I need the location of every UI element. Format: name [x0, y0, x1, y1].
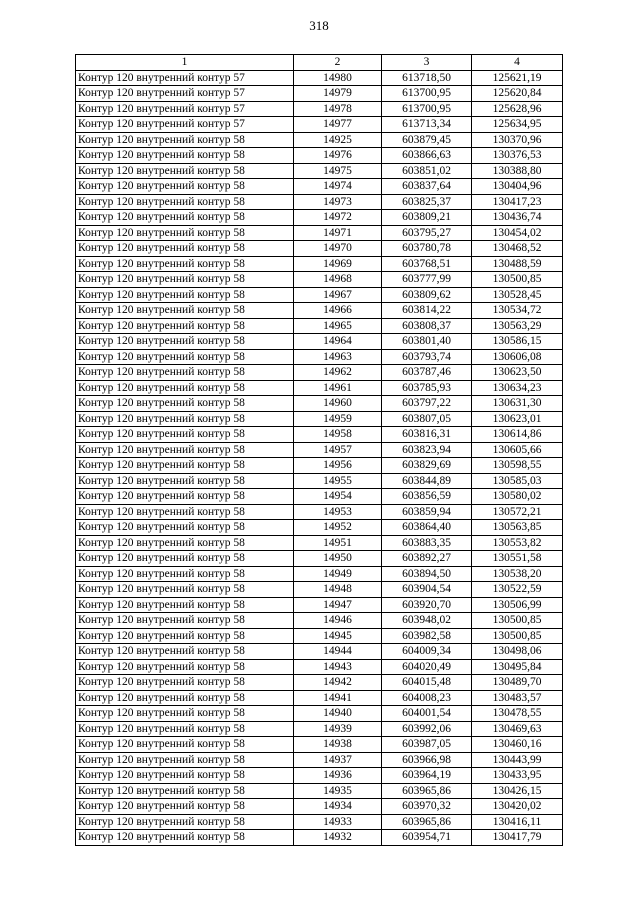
table-row [76, 551, 563, 567]
table-row [76, 830, 563, 846]
x-coordinate-cell: 603856,59 [382, 489, 472, 505]
y-coordinate-cell: 130426,15 [472, 783, 563, 799]
y-coordinate-cell: 130598,55 [472, 458, 563, 474]
contour-name-cell: Контур 120 внутренний контур 58 [76, 535, 294, 551]
point-number-cell: 14968 [294, 272, 382, 288]
x-coordinate-cell: 603954,71 [382, 830, 472, 846]
y-coordinate-cell: 130580,02 [472, 489, 563, 505]
table-row [76, 737, 563, 753]
table-row [76, 489, 563, 505]
point-number-cell: 14971 [294, 225, 382, 241]
contour-name-cell: Контур 120 внутренний контур 58 [76, 814, 294, 830]
table-row [76, 504, 563, 520]
y-coordinate-cell: 130538,20 [472, 566, 563, 582]
table-row [76, 566, 563, 582]
table-row [76, 194, 563, 210]
table-row [76, 458, 563, 474]
contour-name-cell: Контур 120 внутренний контур 58 [76, 303, 294, 319]
contour-name-cell: Контур 120 внутренний контур 58 [76, 597, 294, 613]
point-number-cell: 14939 [294, 721, 382, 737]
contour-name-cell: Контур 120 внутренний контур 58 [76, 318, 294, 334]
y-coordinate-cell: 130460,16 [472, 737, 563, 753]
contour-name-cell: Контур 120 внутренний контур 58 [76, 287, 294, 303]
point-number-cell: 14970 [294, 241, 382, 257]
table-row [76, 148, 563, 164]
contour-name-cell: Контур 120 внутренний контур 58 [76, 644, 294, 660]
y-coordinate-cell: 130551,58 [472, 551, 563, 567]
x-coordinate-cell: 603777,99 [382, 272, 472, 288]
point-number-cell: 14973 [294, 194, 382, 210]
point-number-cell: 14936 [294, 768, 382, 784]
x-coordinate-cell: 603825,37 [382, 194, 472, 210]
contour-name-cell: Контур 120 внутренний контур 58 [76, 241, 294, 257]
x-coordinate-cell: 603866,63 [382, 148, 472, 164]
point-number-cell: 14949 [294, 566, 382, 582]
contour-name-cell: Контур 120 внутренний контур 58 [76, 163, 294, 179]
point-number-cell: 14960 [294, 396, 382, 412]
table-row [76, 272, 563, 288]
table-row [76, 349, 563, 365]
point-number-cell: 14948 [294, 582, 382, 598]
contour-name-cell: Контур 120 внутренний контур 58 [76, 210, 294, 226]
table-row [76, 814, 563, 830]
y-coordinate-cell: 130500,85 [472, 628, 563, 644]
point-number-cell: 14975 [294, 163, 382, 179]
table-row [76, 644, 563, 660]
contour-name-cell: Контур 120 внутренний контур 58 [76, 659, 294, 675]
point-number-cell: 14945 [294, 628, 382, 644]
point-number-cell: 14966 [294, 303, 382, 319]
contour-name-cell: Контур 120 внутренний контур 58 [76, 148, 294, 164]
contour-name-cell: Контур 120 внутренний контур 58 [76, 752, 294, 768]
x-coordinate-cell: 603987,05 [382, 737, 472, 753]
y-coordinate-cell: 130563,85 [472, 520, 563, 536]
point-number-cell: 14969 [294, 256, 382, 272]
table-row [76, 411, 563, 427]
point-number-cell: 14925 [294, 132, 382, 148]
y-coordinate-cell: 130586,15 [472, 334, 563, 350]
table-row [76, 473, 563, 489]
column-header-2: 2 [294, 55, 382, 71]
y-coordinate-cell: 130420,02 [472, 799, 563, 815]
contour-name-cell: Контур 120 внутренний контур 58 [76, 365, 294, 381]
column-header-4: 4 [472, 55, 563, 71]
contour-name-cell: Контур 120 внутренний контур 58 [76, 132, 294, 148]
y-coordinate-cell: 130488,59 [472, 256, 563, 272]
x-coordinate-cell: 603965,86 [382, 814, 472, 830]
contour-name-cell: Контур 120 внутренний контур 57 [76, 70, 294, 86]
point-number-cell: 14965 [294, 318, 382, 334]
x-coordinate-cell: 604009,34 [382, 644, 472, 660]
contour-name-cell: Контур 120 внутренний контур 58 [76, 783, 294, 799]
x-coordinate-cell: 603992,06 [382, 721, 472, 737]
contour-name-cell: Контур 120 внутренний контур 57 [76, 101, 294, 117]
contour-name-cell: Контур 120 внутренний контур 57 [76, 117, 294, 133]
point-number-cell: 14943 [294, 659, 382, 675]
contour-name-cell: Контур 120 внутренний контур 58 [76, 256, 294, 272]
point-number-cell: 14967 [294, 287, 382, 303]
contour-name-cell: Контур 120 внутренний контур 58 [76, 737, 294, 753]
table-row [76, 365, 563, 381]
point-number-cell: 14934 [294, 799, 382, 815]
x-coordinate-cell: 603787,46 [382, 365, 472, 381]
y-coordinate-cell: 130469,63 [472, 721, 563, 737]
contour-name-cell: Контур 120 внутренний контур 58 [76, 628, 294, 644]
x-coordinate-cell: 603780,78 [382, 241, 472, 257]
point-number-cell: 14980 [294, 70, 382, 86]
point-number-cell: 14961 [294, 380, 382, 396]
y-coordinate-cell: 130563,29 [472, 318, 563, 334]
point-number-cell: 14940 [294, 706, 382, 722]
table-row [76, 117, 563, 133]
y-coordinate-cell: 130553,82 [472, 535, 563, 551]
contour-name-cell: Контур 120 внутренний контур 58 [76, 411, 294, 427]
table-body [76, 70, 563, 845]
x-coordinate-cell: 603966,98 [382, 752, 472, 768]
point-number-cell: 14937 [294, 752, 382, 768]
y-coordinate-cell: 130605,66 [472, 442, 563, 458]
y-coordinate-cell: 130388,80 [472, 163, 563, 179]
x-coordinate-cell: 603920,70 [382, 597, 472, 613]
contour-name-cell: Контур 120 внутренний контур 58 [76, 690, 294, 706]
y-coordinate-cell: 130483,57 [472, 690, 563, 706]
y-coordinate-cell: 130489,70 [472, 675, 563, 691]
y-coordinate-cell: 130416,11 [472, 814, 563, 830]
point-number-cell: 14944 [294, 644, 382, 660]
coordinates-table [75, 54, 563, 846]
table-row [76, 210, 563, 226]
table-row [76, 287, 563, 303]
table-row [76, 783, 563, 799]
x-coordinate-cell: 603795,27 [382, 225, 472, 241]
y-coordinate-cell: 130634,23 [472, 380, 563, 396]
y-coordinate-cell: 125620,84 [472, 86, 563, 102]
contour-name-cell: Контур 120 внутренний контур 58 [76, 830, 294, 846]
table-row [76, 70, 563, 86]
contour-name-cell: Контур 120 внутренний контур 58 [76, 504, 294, 520]
x-coordinate-cell: 603816,31 [382, 427, 472, 443]
y-coordinate-cell: 125621,19 [472, 70, 563, 86]
x-coordinate-cell: 603964,19 [382, 768, 472, 784]
point-number-cell: 14976 [294, 148, 382, 164]
table-header-row [76, 55, 563, 71]
point-number-cell: 14964 [294, 334, 382, 350]
y-coordinate-cell: 130522,59 [472, 582, 563, 598]
x-coordinate-cell: 603807,05 [382, 411, 472, 427]
x-coordinate-cell: 603793,74 [382, 349, 472, 365]
table-row [76, 690, 563, 706]
table-row [76, 225, 563, 241]
table-row [76, 535, 563, 551]
point-number-cell: 14977 [294, 117, 382, 133]
point-number-cell: 14978 [294, 101, 382, 117]
contour-name-cell: Контур 120 внутренний контур 58 [76, 721, 294, 737]
column-header-1: 1 [76, 55, 294, 71]
y-coordinate-cell: 130478,55 [472, 706, 563, 722]
point-number-cell: 14932 [294, 830, 382, 846]
y-coordinate-cell: 130498,06 [472, 644, 563, 660]
contour-name-cell: Контур 120 внутренний контур 58 [76, 768, 294, 784]
contour-name-cell: Контур 120 внутренний контур 58 [76, 613, 294, 629]
y-coordinate-cell: 130631,30 [472, 396, 563, 412]
x-coordinate-cell: 603904,54 [382, 582, 472, 598]
y-coordinate-cell: 130528,45 [472, 287, 563, 303]
point-number-cell: 14938 [294, 737, 382, 753]
table-row [76, 706, 563, 722]
contour-name-cell: Контур 120 внутренний контур 58 [76, 551, 294, 567]
table-row [76, 582, 563, 598]
contour-name-cell: Контур 120 внутренний контур 58 [76, 427, 294, 443]
x-coordinate-cell: 603894,50 [382, 566, 472, 582]
contour-name-cell: Контур 120 внутренний контур 58 [76, 473, 294, 489]
point-number-cell: 14933 [294, 814, 382, 830]
point-number-cell: 14962 [294, 365, 382, 381]
y-coordinate-cell: 130370,96 [472, 132, 563, 148]
page-number: 318 [309, 18, 329, 33]
table-row [76, 396, 563, 412]
point-number-cell: 14955 [294, 473, 382, 489]
y-coordinate-cell: 130454,02 [472, 225, 563, 241]
x-coordinate-cell: 603801,40 [382, 334, 472, 350]
y-coordinate-cell: 130534,72 [472, 303, 563, 319]
y-coordinate-cell: 130623,50 [472, 365, 563, 381]
contour-name-cell: Контур 120 внутренний контур 58 [76, 179, 294, 195]
x-coordinate-cell: 603768,51 [382, 256, 472, 272]
x-coordinate-cell: 613718,50 [382, 70, 472, 86]
x-coordinate-cell: 613700,95 [382, 86, 472, 102]
contour-name-cell: Контур 120 внутренний контур 58 [76, 380, 294, 396]
y-coordinate-cell: 130436,74 [472, 210, 563, 226]
contour-name-cell: Контур 120 внутренний контур 58 [76, 194, 294, 210]
point-number-cell: 14953 [294, 504, 382, 520]
point-number-cell: 14942 [294, 675, 382, 691]
point-number-cell: 14951 [294, 535, 382, 551]
point-number-cell: 14957 [294, 442, 382, 458]
y-coordinate-cell: 130417,23 [472, 194, 563, 210]
table-row [76, 179, 563, 195]
y-coordinate-cell: 130468,52 [472, 241, 563, 257]
x-coordinate-cell: 603844,89 [382, 473, 472, 489]
x-coordinate-cell: 603785,93 [382, 380, 472, 396]
y-coordinate-cell: 130506,99 [472, 597, 563, 613]
x-coordinate-cell: 603851,02 [382, 163, 472, 179]
y-coordinate-cell: 130500,85 [472, 272, 563, 288]
contour-name-cell: Контур 120 внутренний контур 58 [76, 272, 294, 288]
x-coordinate-cell: 603859,94 [382, 504, 472, 520]
point-number-cell: 14972 [294, 210, 382, 226]
table-row [76, 427, 563, 443]
y-coordinate-cell: 130572,21 [472, 504, 563, 520]
contour-name-cell: Контур 120 внутренний контур 58 [76, 799, 294, 815]
contour-name-cell: Контур 120 внутренний контур 58 [76, 442, 294, 458]
table-row [76, 520, 563, 536]
contour-name-cell: Контур 120 внутренний контур 58 [76, 458, 294, 474]
x-coordinate-cell: 603864,40 [382, 520, 472, 536]
y-coordinate-cell: 125634,95 [472, 117, 563, 133]
y-coordinate-cell: 130495,84 [472, 659, 563, 675]
x-coordinate-cell: 603837,64 [382, 179, 472, 195]
x-coordinate-cell: 603797,22 [382, 396, 472, 412]
y-coordinate-cell: 130585,03 [472, 473, 563, 489]
table-row [76, 659, 563, 675]
point-number-cell: 14950 [294, 551, 382, 567]
contour-name-cell: Контур 120 внутренний контур 58 [76, 706, 294, 722]
y-coordinate-cell: 130614,86 [472, 427, 563, 443]
table-row [76, 752, 563, 768]
table-row [76, 163, 563, 179]
contour-name-cell: Контур 120 внутренний контур 58 [76, 396, 294, 412]
table-row [76, 675, 563, 691]
point-number-cell: 14974 [294, 179, 382, 195]
x-coordinate-cell: 603879,45 [382, 132, 472, 148]
x-coordinate-cell: 603883,35 [382, 535, 472, 551]
y-coordinate-cell: 130606,08 [472, 349, 563, 365]
y-coordinate-cell: 130404,96 [472, 179, 563, 195]
table-row [76, 628, 563, 644]
contour-name-cell: Контур 120 внутренний контур 57 [76, 86, 294, 102]
x-coordinate-cell: 603808,37 [382, 318, 472, 334]
x-coordinate-cell: 603948,02 [382, 613, 472, 629]
x-coordinate-cell: 603823,94 [382, 442, 472, 458]
table-row [76, 132, 563, 148]
x-coordinate-cell: 604008,23 [382, 690, 472, 706]
x-coordinate-cell: 604020,49 [382, 659, 472, 675]
x-coordinate-cell: 603965,86 [382, 783, 472, 799]
point-number-cell: 14946 [294, 613, 382, 629]
table-row [76, 318, 563, 334]
table-row [76, 334, 563, 350]
contour-name-cell: Контур 120 внутренний контур 58 [76, 334, 294, 350]
x-coordinate-cell: 613700,95 [382, 101, 472, 117]
x-coordinate-cell: 603982,58 [382, 628, 472, 644]
x-coordinate-cell: 603814,22 [382, 303, 472, 319]
y-coordinate-cell: 130500,85 [472, 613, 563, 629]
x-coordinate-cell: 603809,62 [382, 287, 472, 303]
point-number-cell: 14941 [294, 690, 382, 706]
point-number-cell: 14954 [294, 489, 382, 505]
x-coordinate-cell: 603809,21 [382, 210, 472, 226]
x-coordinate-cell: 603970,32 [382, 799, 472, 815]
x-coordinate-cell: 603829,69 [382, 458, 472, 474]
point-number-cell: 14979 [294, 86, 382, 102]
contour-name-cell: Контур 120 внутренний контур 58 [76, 582, 294, 598]
table-row [76, 241, 563, 257]
y-coordinate-cell: 130623,01 [472, 411, 563, 427]
contour-name-cell: Контур 120 внутренний контур 58 [76, 675, 294, 691]
point-number-cell: 14947 [294, 597, 382, 613]
y-coordinate-cell: 125628,96 [472, 101, 563, 117]
table-row [76, 768, 563, 784]
point-number-cell: 14956 [294, 458, 382, 474]
x-coordinate-cell: 604015,48 [382, 675, 472, 691]
column-header-3: 3 [382, 55, 472, 71]
table-row [76, 86, 563, 102]
point-number-cell: 14935 [294, 783, 382, 799]
y-coordinate-cell: 130433,95 [472, 768, 563, 784]
table-row [76, 799, 563, 815]
contour-name-cell: Контур 120 внутренний контур 58 [76, 566, 294, 582]
point-number-cell: 14958 [294, 427, 382, 443]
contour-name-cell: Контур 120 внутренний контур 58 [76, 489, 294, 505]
point-number-cell: 14952 [294, 520, 382, 536]
point-number-cell: 14959 [294, 411, 382, 427]
contour-name-cell: Контур 120 внутренний контур 58 [76, 520, 294, 536]
table-row [76, 442, 563, 458]
table-row [76, 380, 563, 396]
y-coordinate-cell: 130376,53 [472, 148, 563, 164]
contour-name-cell: Контур 120 внутренний контур 58 [76, 349, 294, 365]
y-coordinate-cell: 130417,79 [472, 830, 563, 846]
y-coordinate-cell: 130443,99 [472, 752, 563, 768]
table-row [76, 721, 563, 737]
point-number-cell: 14963 [294, 349, 382, 365]
x-coordinate-cell: 603892,27 [382, 551, 472, 567]
table-row [76, 613, 563, 629]
table-row [76, 303, 563, 319]
table-row [76, 101, 563, 117]
x-coordinate-cell: 604001,54 [382, 706, 472, 722]
x-coordinate-cell: 613713,34 [382, 117, 472, 133]
contour-name-cell: Контур 120 внутренний контур 58 [76, 225, 294, 241]
table-row [76, 597, 563, 613]
table-row [76, 256, 563, 272]
